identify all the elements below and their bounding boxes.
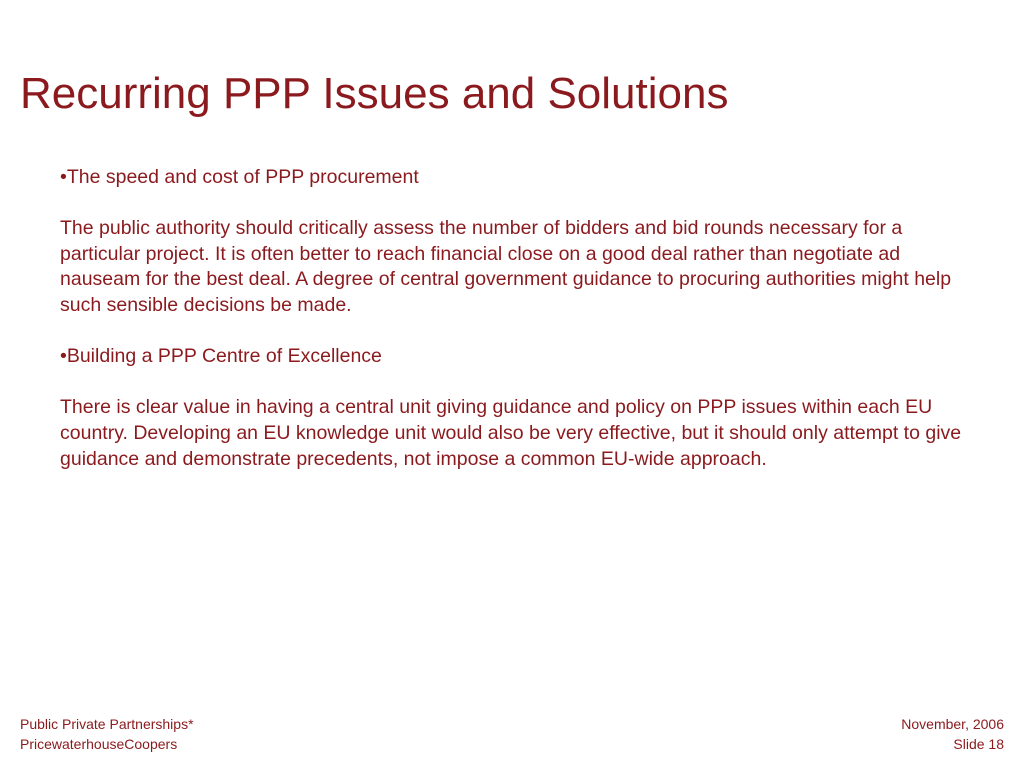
footer-right (901, 714, 1004, 754)
footer-project-name: Public Private Partnerships* (20, 716, 194, 732)
spacer (60, 319, 980, 345)
paragraph-procurement: The public authority should critically assess the number of bidders and bid rounds necessary for a particular project. It is often better to reach financial close on a good deal rather than negotiate ad nauseam for the best deal. A degree of central government guidance to procuring authorities might help such sensible decisions be made. (60, 217, 952, 316)
slide-content (60, 165, 980, 472)
footer-left (20, 714, 194, 754)
footer-slide-number: Slide 18 (953, 736, 1004, 752)
footer-company-name: PricewaterhouseCoopers (20, 736, 178, 752)
slide-title: Recurring PPP Issues and Solutions (20, 69, 729, 118)
paragraph-centre-of-excellence: There is clear value in having a central unit giving guidance and policy on PPP issues within each EU country. Developing an EU knowledge unit would also be very effective, but it should only attempt to give guidance and demonstrate precedents, not impose a common EU-wide approach. (60, 396, 962, 470)
footer-date: November, 2006 (901, 716, 1004, 732)
spacer (60, 191, 980, 217)
spacer (60, 370, 980, 396)
bullet-centre-of-excellence: •Building a PPP Centre of Excellence (60, 345, 382, 368)
bullet-procurement: •The speed and cost of PPP procurement (60, 166, 419, 188)
